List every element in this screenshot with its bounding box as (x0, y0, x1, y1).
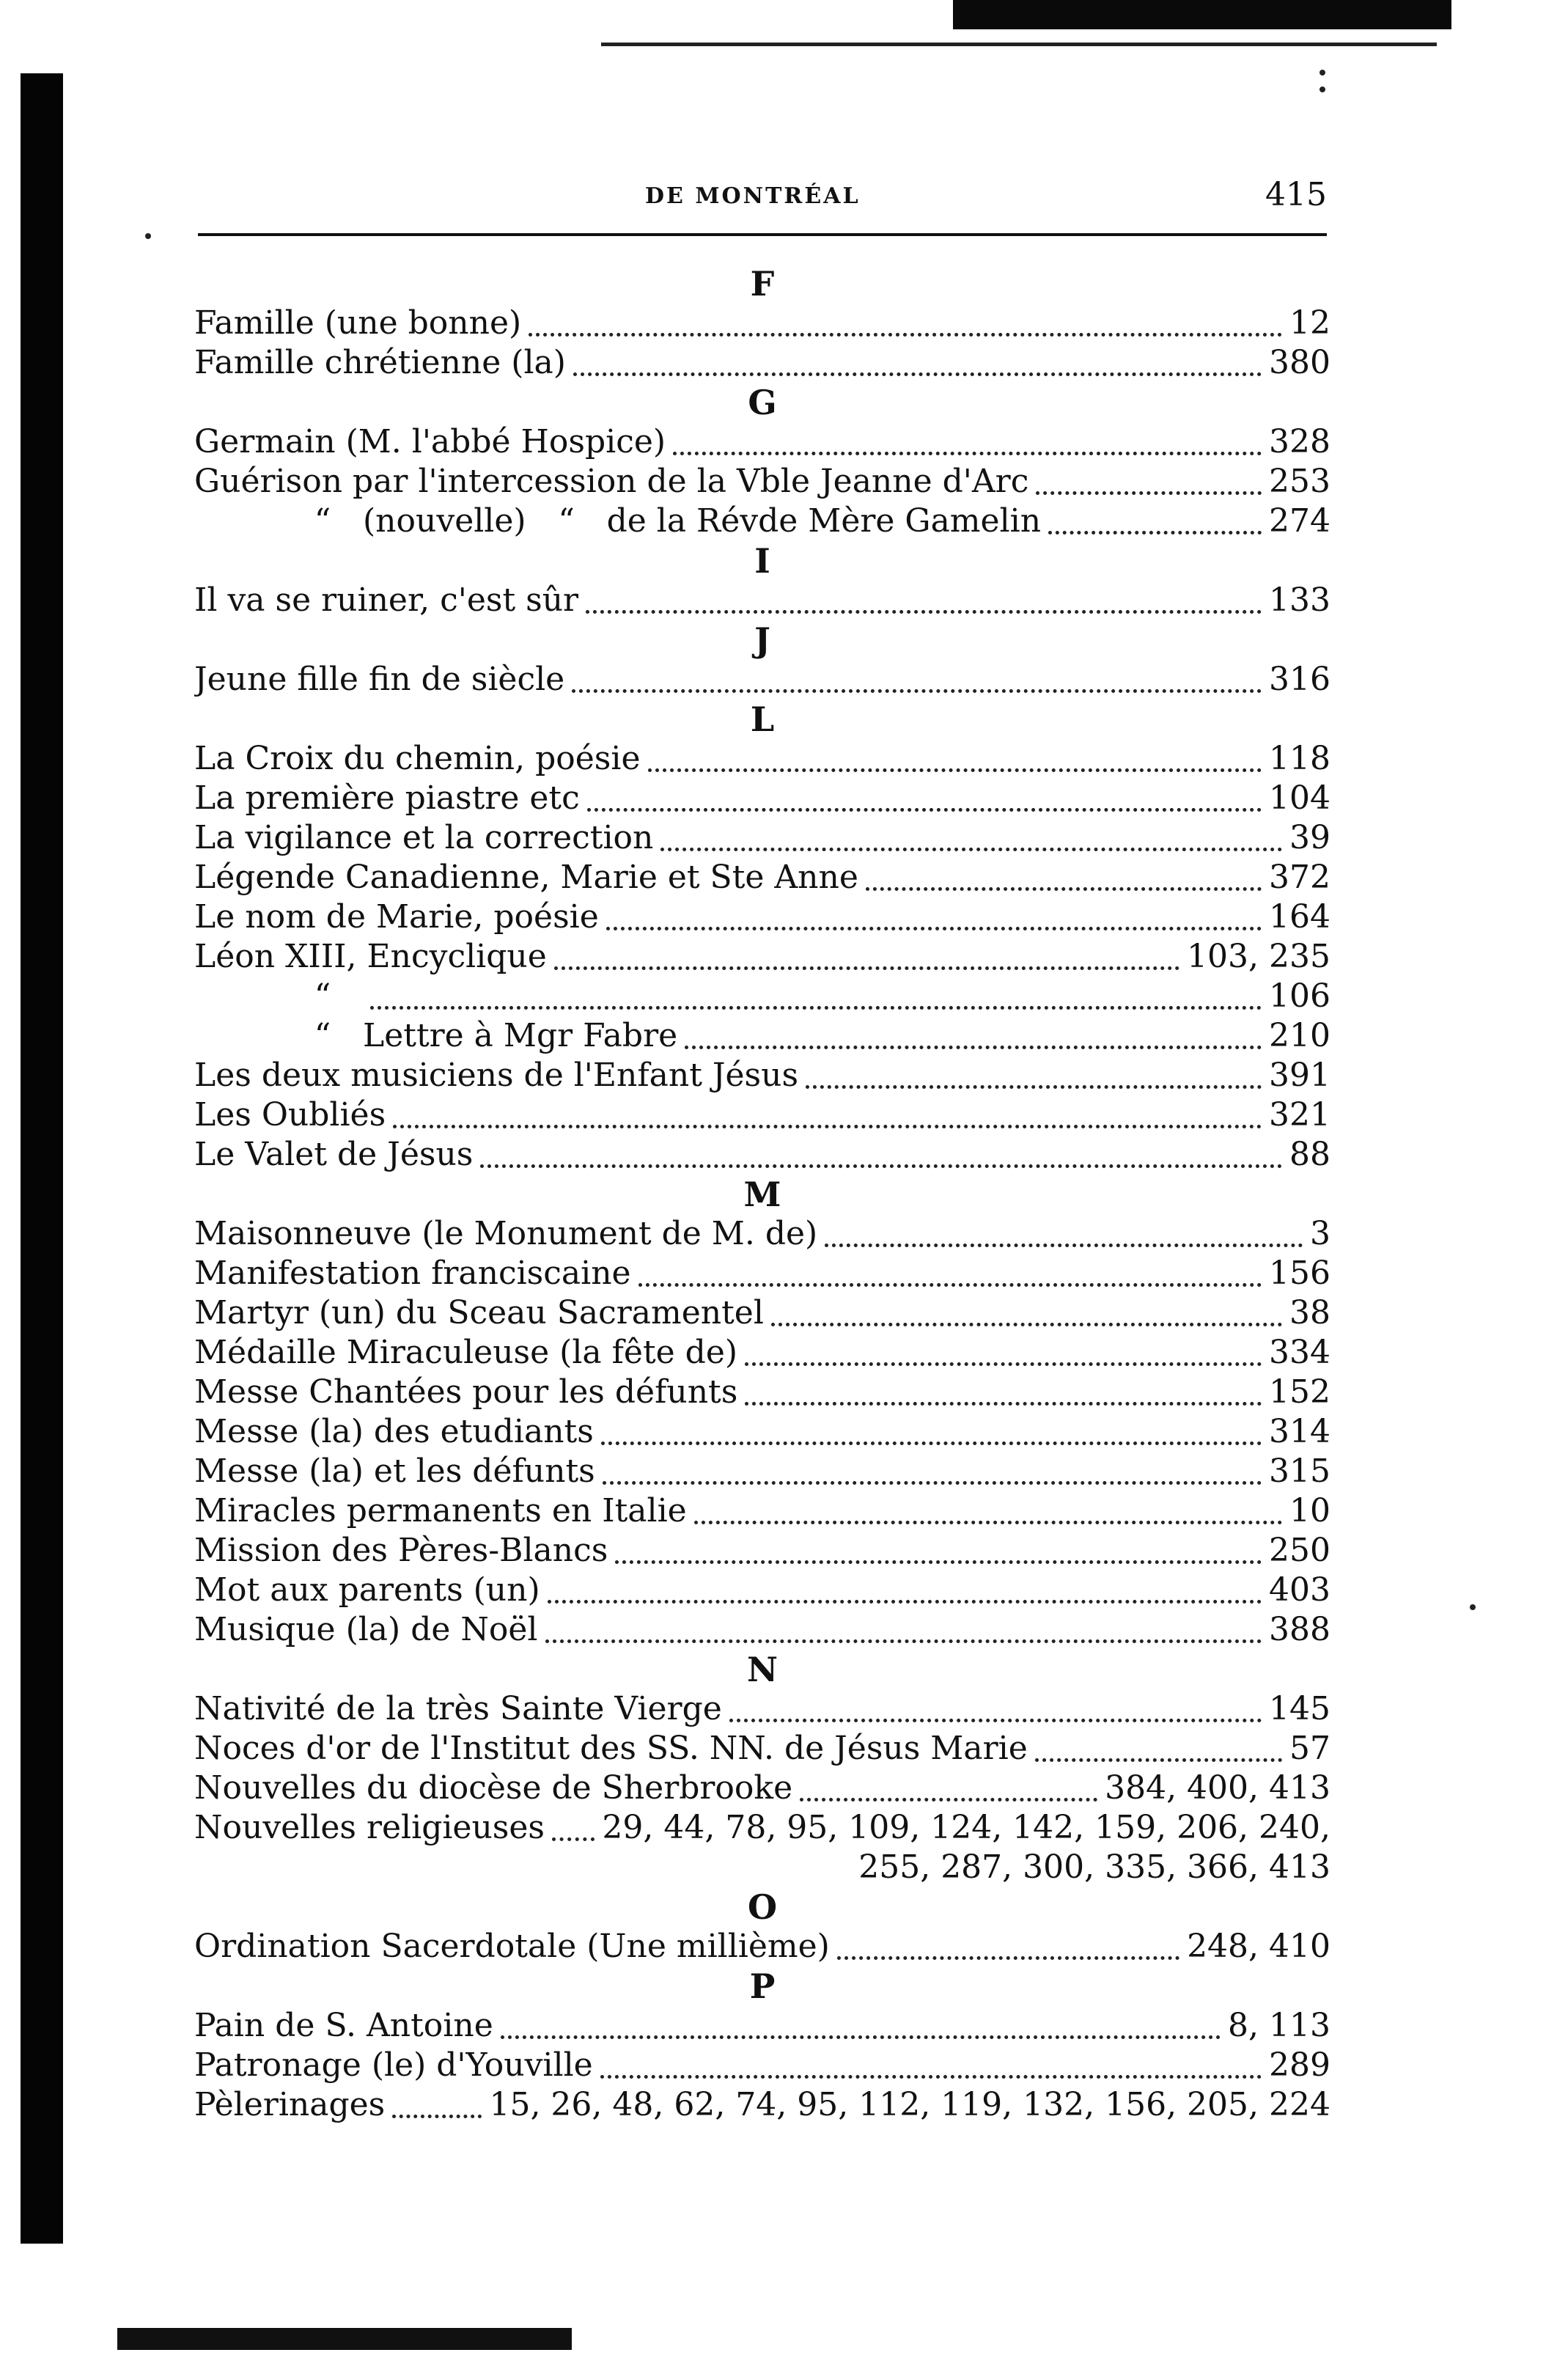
index-entry (194, 1333, 1330, 1373)
index-entry (194, 660, 1330, 699)
entry-pages: 104 (1269, 779, 1330, 817)
entry-pages: 88 (1289, 1136, 1330, 1173)
dot-leader (480, 1160, 1282, 1168)
entry-pages: 10 (1289, 1492, 1330, 1529)
index-entry (194, 343, 1330, 383)
section-letter: L (750, 699, 775, 739)
entry-pages: 103, 235 (1187, 938, 1330, 975)
dot-leader (545, 1635, 1262, 1643)
entry-pages: 380 (1269, 344, 1330, 381)
entry-title: Le Valet de Jésus (194, 1136, 474, 1173)
entry-pages: 315 (1269, 1452, 1330, 1490)
index-entry (194, 1095, 1330, 1135)
entry-pages: 39 (1289, 819, 1330, 856)
entry-pages: 334 (1269, 1334, 1330, 1371)
dot-leader (529, 328, 1282, 337)
entry-pages: 384, 400, 413 (1105, 1769, 1330, 1807)
entry-pages: 8, 113 (1228, 2007, 1330, 2044)
index-entry (194, 1768, 1330, 1808)
entry-pages: 156 (1269, 1255, 1330, 1292)
entry-title: Miracles permanents en Italie (194, 1492, 687, 1529)
index-entry (194, 1293, 1330, 1333)
entry-pages: 372 (1269, 859, 1330, 896)
dot-leader (771, 1318, 1282, 1326)
index-entry (194, 1452, 1330, 1491)
index-entry (194, 779, 1330, 818)
dot-leader (601, 1437, 1262, 1445)
dot-leader (825, 1239, 1303, 1247)
entry-title: La vigilance et la correction (194, 819, 654, 856)
entry-pages: 250 (1269, 1532, 1330, 1569)
dot-leader (866, 883, 1262, 891)
index-entry (194, 1135, 1330, 1175)
dot-leader (392, 2110, 482, 2118)
entry-title: (nouvelle) (363, 502, 526, 540)
entry-title: Messe Chantées pour les défunts (194, 1373, 738, 1411)
entry-pages: 289 (1269, 2046, 1330, 2084)
entry-pages: 145 (1269, 1690, 1330, 1727)
scan-edge-top (953, 0, 1451, 29)
index-list (194, 264, 1330, 2125)
index-entry (194, 304, 1330, 343)
section-letter: M (743, 1175, 781, 1214)
index-entry (194, 977, 1330, 1016)
index-entry (194, 858, 1330, 897)
entry-title: Lettre à Mgr Fabre (363, 1017, 678, 1054)
entry-pages: 388 (1269, 1611, 1330, 1648)
scan-rule-top (601, 43, 1437, 46)
entry-pages: 15, 26, 48, 62, 74, 95, 112, 119, 132, 156, 205, 224 (489, 2086, 1330, 2123)
dot-leader (572, 685, 1262, 693)
page-number: 415 (1265, 176, 1327, 213)
section-letter: J (754, 620, 770, 660)
entry-title: Famille chrétienne (la) (194, 344, 566, 381)
dot-leader (606, 922, 1262, 930)
dot-leader (393, 1120, 1262, 1128)
entry-pages: 316 (1269, 661, 1330, 698)
entry-pages: 152 (1269, 1373, 1330, 1411)
index-entry (194, 1412, 1330, 1452)
entry-title: Famille (une bonne) (194, 304, 522, 342)
entry-pages: 3 (1310, 1215, 1330, 1252)
dot-leader (745, 1358, 1262, 1366)
entry-title: Mot aux parents (un) (194, 1571, 540, 1609)
dot-leader (729, 1714, 1262, 1722)
index-entry (194, 1808, 1330, 1848)
entry-pages: 164 (1269, 898, 1330, 936)
index-entry (194, 818, 1330, 858)
scan-edge-bottom (117, 2328, 572, 2350)
index-entry (194, 1214, 1330, 1254)
entry-title: La Croix du chemin, poésie (194, 740, 641, 777)
index-entry (194, 739, 1330, 779)
index-entry (194, 462, 1330, 502)
entry-title: Ordination Sacerdotale (Une millième) (194, 1928, 830, 1965)
entry-title: Nouvelles du diocèse de Sherbrooke (194, 1769, 793, 1807)
entry-title: Manifestation franciscaine (194, 1255, 631, 1292)
index-entry (194, 897, 1330, 937)
index-entry (194, 1610, 1330, 1650)
section-letter: F (750, 264, 775, 304)
index-entry (194, 1927, 1330, 1966)
dot-leader (554, 962, 1179, 970)
entry-title: La première piastre etc (194, 779, 580, 817)
ditto-mark: “ (314, 502, 331, 540)
dot-leader (1035, 1754, 1282, 1762)
dot-leader (806, 1081, 1262, 1089)
index-entry (194, 2085, 1330, 2125)
index-entry (194, 937, 1330, 977)
entry-pages: 321 (1269, 1096, 1330, 1134)
entry-title: Le nom de Marie, poésie (194, 898, 599, 936)
entry-title: Mission des Pères-Blancs (194, 1532, 608, 1569)
scan-speck (1319, 87, 1325, 92)
dot-leader (694, 1516, 1282, 1524)
index-entry (194, 422, 1330, 462)
index-entry-continuation (194, 1848, 1330, 1887)
entry-title: Nouvelles religieuses (194, 1809, 545, 1846)
entry-title: Maisonneuve (le Monument de M. de) (194, 1215, 818, 1252)
index-entry (194, 1016, 1330, 1056)
index-entry (194, 1373, 1330, 1412)
ditto-mark: “ (558, 502, 575, 540)
dot-leader (600, 2071, 1262, 2079)
scan-speck (1470, 1604, 1476, 1610)
section-letter: G (748, 383, 777, 422)
entry-title: Pèlerinages (194, 2086, 386, 2123)
entry-pages: 391 (1269, 1057, 1330, 1094)
dot-leader (501, 2031, 1221, 2039)
entry-title: de la Révde Mère Gamelin (606, 502, 1042, 540)
entry-pages: 248, 410 (1187, 1928, 1330, 1965)
dot-leader (573, 368, 1262, 376)
entry-pages: 210 (1269, 1017, 1330, 1054)
dot-leader (586, 606, 1262, 614)
entry-pages: 29, 44, 78, 95, 109, 124, 142, 159, 206, 240, (602, 1809, 1330, 1846)
entry-title: Il va se ruiner, c'est sûr (194, 581, 579, 619)
entry-pages: 253 (1269, 463, 1330, 500)
entry-pages: 12 (1289, 304, 1330, 342)
dot-leader (685, 1041, 1262, 1049)
entry-pages: 403 (1269, 1571, 1330, 1609)
scan-speck (1319, 70, 1325, 76)
entry-title: Médaille Miraculeuse (la fête de) (194, 1334, 738, 1371)
entry-title: Les Oubliés (194, 1096, 386, 1134)
ditto-mark: “ (314, 1017, 331, 1054)
dot-leader (638, 1279, 1262, 1287)
index-entry (194, 1729, 1330, 1768)
entry-title: Musique (la) de Noël (194, 1611, 538, 1648)
running-title: DE MONTRÉAL (645, 183, 861, 209)
dot-leader (837, 1952, 1179, 1960)
index-entry (194, 1689, 1330, 1729)
page-header (198, 176, 1327, 220)
entry-pages: 106 (1269, 977, 1330, 1015)
entry-title: Nativité de la très Sainte Vierge (194, 1690, 722, 1727)
index-entry (194, 1056, 1330, 1095)
entry-pages: 133 (1269, 581, 1330, 619)
dot-leader (615, 1556, 1262, 1564)
section-letter: P (749, 1966, 776, 2006)
dot-leader (370, 1002, 1262, 1010)
entry-pages: 255, 287, 300, 335, 366, 413 (858, 1848, 1330, 1886)
entry-title: Martyr (un) du Sceau Sacramentel (194, 1294, 764, 1332)
entry-title: Guérison par l'intercession de la Vble Jeanne d'Arc (194, 463, 1029, 500)
entry-title: Légende Canadienne, Marie et Ste Anne (194, 859, 858, 896)
scan-edge-left (21, 73, 63, 2244)
index-entry (194, 581, 1330, 620)
dot-leader (745, 1397, 1262, 1406)
dot-leader (548, 1595, 1262, 1604)
dot-leader (673, 447, 1262, 455)
ditto-mark: “ (314, 977, 331, 1015)
section-letter: I (754, 541, 770, 581)
header-rule (198, 233, 1327, 236)
entry-title: Léon XIII, Encyclique (194, 938, 547, 975)
section-letter: O (747, 1887, 778, 1927)
entry-title: Germain (M. l'abbé Hospice) (194, 423, 666, 460)
entry-pages: 118 (1269, 740, 1330, 777)
index-entry (194, 502, 1330, 541)
entry-title: Jeune fille fin de siècle (194, 661, 565, 698)
index-entry (194, 1531, 1330, 1571)
entry-title: Patronage (le) d'Youville (194, 2046, 593, 2084)
dot-leader (603, 1477, 1262, 1485)
index-entry (194, 1571, 1330, 1610)
dot-leader (587, 804, 1262, 812)
entry-title: Pain de S. Antoine (194, 2007, 493, 2044)
index-entry (194, 1254, 1330, 1293)
dot-leader (552, 1833, 595, 1841)
dot-leader (648, 764, 1262, 772)
entry-title: Noces d'or de l'Institut des SS. NN. de Jésus Marie (194, 1730, 1028, 1767)
index-entry (194, 1491, 1330, 1531)
dot-leader (800, 1793, 1097, 1801)
entry-pages: 314 (1269, 1413, 1330, 1450)
entry-title: Messe (la) des etudiants (194, 1413, 594, 1450)
entry-title: Les deux musiciens de l'Enfant Jésus (194, 1057, 799, 1094)
entry-title: Messe (la) et les défunts (194, 1452, 595, 1490)
index-entry (194, 2046, 1330, 2085)
entry-pages: 38 (1289, 1294, 1330, 1332)
entry-pages: 274 (1269, 502, 1330, 540)
dot-leader (660, 843, 1282, 851)
entry-pages: 328 (1269, 423, 1330, 460)
section-letter: N (746, 1650, 779, 1689)
scan-speck (145, 233, 151, 239)
index-entry (194, 2006, 1330, 2046)
entry-pages: 57 (1289, 1730, 1330, 1767)
dot-leader (1036, 487, 1262, 495)
dot-leader (1048, 526, 1262, 535)
